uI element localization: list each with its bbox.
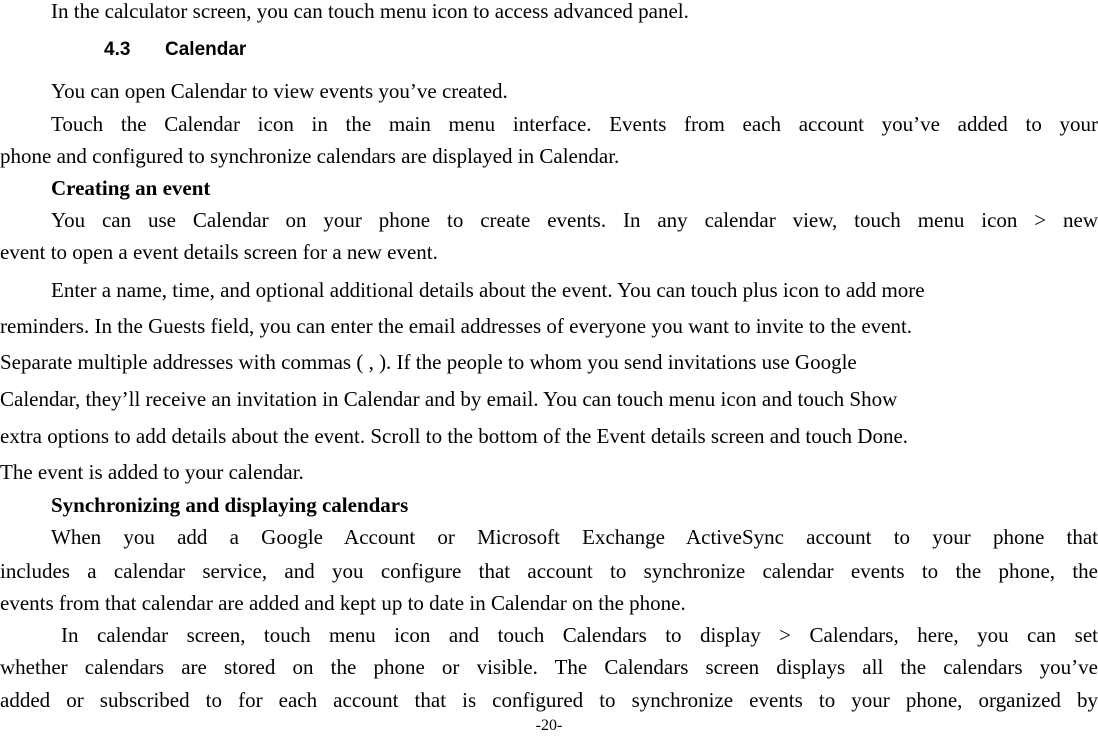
- paragraph-line: In calendar screen, touch menu icon and touch Calendars to display > Calendars, here, you can set: [61, 623, 1098, 647]
- paragraph-line: Touch the Calendar icon in the main menu interface. Events from each account you’ve added to your: [51, 112, 1098, 136]
- paragraph-line: phone and configured to synchronize calendars are displayed in Calendar.: [0, 144, 620, 168]
- paragraph-line: When you add a Google Account or Microsoft Exchange ActiveSync account to your phone that: [51, 525, 1098, 549]
- paragraph-line: extra options to add details about the event. Scroll to the bottom of the Event details screen and touch Done.: [0, 424, 909, 448]
- paragraph-line: includes a calendar service, and you configure that account to synchronize calendar events to the phone, the: [0, 559, 1098, 583]
- paragraph-line: Calendar, they’ll receive an invitation in Calendar and by email. You can touch menu icon and touch Show: [0, 387, 898, 411]
- paragraph-line: Enter a name, time, and optional additional details about the event. You can touch plus icon to add more: [51, 278, 925, 302]
- paragraph-line: whether calendars are stored on the phone or visible. The Calendars screen displays all the calendars you’ve: [0, 655, 1098, 679]
- section-heading: [104, 37, 246, 63]
- paragraph-line: events from that calendar are added and kept up to date in Calendar on the phone.: [0, 591, 686, 615]
- paragraph-line: reminders. In the Guests field, you can enter the email addresses of everyone you want to invite to the event.: [0, 314, 913, 338]
- section-title: Calendar: [165, 39, 247, 60]
- intro-line: In the calculator screen, you can touch menu icon to access advanced panel.: [51, 0, 689, 23]
- page-number: -20-: [535, 717, 563, 734]
- subheading-synchronizing: Synchronizing and displaying calendars: [51, 493, 409, 517]
- paragraph-line: added or subscribed to for each account that is configured to synchronize events to your phone, organized by: [0, 688, 1098, 712]
- paragraph-line: event to open a event details screen for a new event.: [0, 240, 438, 264]
- paragraph-line: Separate multiple addresses with commas ( , ). If the people to whom you send invitations use Google: [0, 350, 857, 374]
- paragraph-line: The event is added to your calendar.: [0, 460, 304, 484]
- paragraph-line: You can open Calendar to view events you’ve created.: [51, 79, 508, 103]
- subheading-creating-event: Creating an event: [51, 176, 211, 200]
- paragraph-line: You can use Calendar on your phone to create events. In any calendar view, touch menu icon > new: [51, 208, 1098, 232]
- section-number: 4.3: [104, 39, 131, 60]
